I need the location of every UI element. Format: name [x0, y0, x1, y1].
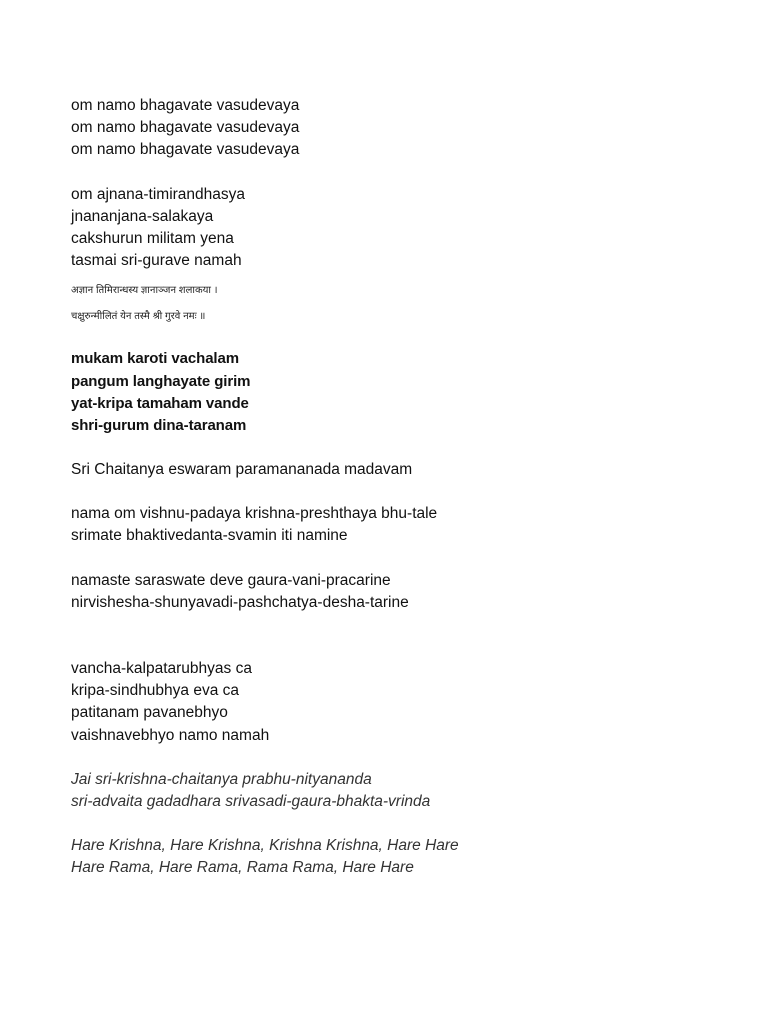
text-line: jnananjana-salakaya — [71, 207, 214, 225]
chaitanya-stanza — [71, 459, 731, 481]
guru-pranama-stanza — [71, 184, 731, 273]
mukam-karoti-stanza — [71, 348, 731, 437]
text-line: cakshurun militam yena — [71, 229, 234, 247]
text-line: vaishnavebhyo namo namah — [71, 726, 270, 744]
text-line: srimate bhaktivedanta-svamin iti namine — [71, 527, 348, 545]
text-line: sri-advaita gadadhara srivasadi-gaura-bhakta-vrinda — [71, 792, 431, 810]
prabhupada-pranati-stanza — [71, 503, 731, 547]
text-line: pangum langhayate girim — [71, 372, 251, 390]
text-line: om namo bhagavate vasudevaya — [71, 97, 300, 114]
maha-mantra-stanza — [71, 835, 731, 879]
document-body — [71, 95, 731, 880]
text-line: mukam karoti vachalam — [71, 350, 239, 368]
text-line: tasmai sri-gurave namah — [71, 252, 242, 270]
text-line: kripa-sindhubhya eva ca — [71, 682, 240, 700]
sanskrit-line: अज्ञान तिमिरान्धस्य ज्ञानाञ्जन शलाकया । — [71, 285, 218, 297]
sanskrit-verse — [71, 284, 731, 336]
text-line: yat-kripa tamaham vande — [71, 394, 249, 412]
text-line: om ajnana-timirandhasya — [71, 185, 246, 203]
vaishnava-pranama-stanza — [71, 658, 731, 747]
text-line: Jai sri-krishna-chaitanya prabhu-nityananda — [71, 770, 372, 788]
text-line: nirvishesha-shunyavadi-pashchatya-desha-tarine — [71, 593, 409, 611]
text-line: Hare Krishna, Hare Krishna, Krishna Krishna, Hare Hare — [71, 837, 459, 855]
text-line: patitanam pavanebhyo — [71, 704, 228, 722]
namaste-saraswate-stanza — [71, 570, 731, 614]
text-line: Sri Chaitanya eswaram paramananada madavam — [71, 461, 413, 479]
text-line: Hare Rama, Hare Rama, Rama Rama, Hare Hare — [71, 859, 414, 877]
panca-tattva-stanza — [71, 769, 731, 813]
sanskrit-line: चक्षुरुन्मीलितं येन तस्मै श्री गुरवे नमः ॥ — [71, 311, 206, 323]
text-line: om namo bhagavate vasudevaya — [71, 119, 300, 137]
mantra-stanza — [71, 95, 731, 162]
text-line: vancha-kalpatarubhyas ca — [71, 660, 252, 677]
text-line: shri-gurum dina-taranam — [71, 416, 247, 434]
text-line: om namo bhagavate vasudevaya — [71, 141, 300, 159]
text-line: nama om vishnu-padaya krishna-preshthaya bhu-tale — [71, 505, 438, 523]
text-line: namaste saraswate deve gaura-vani-pracarine — [71, 571, 391, 589]
